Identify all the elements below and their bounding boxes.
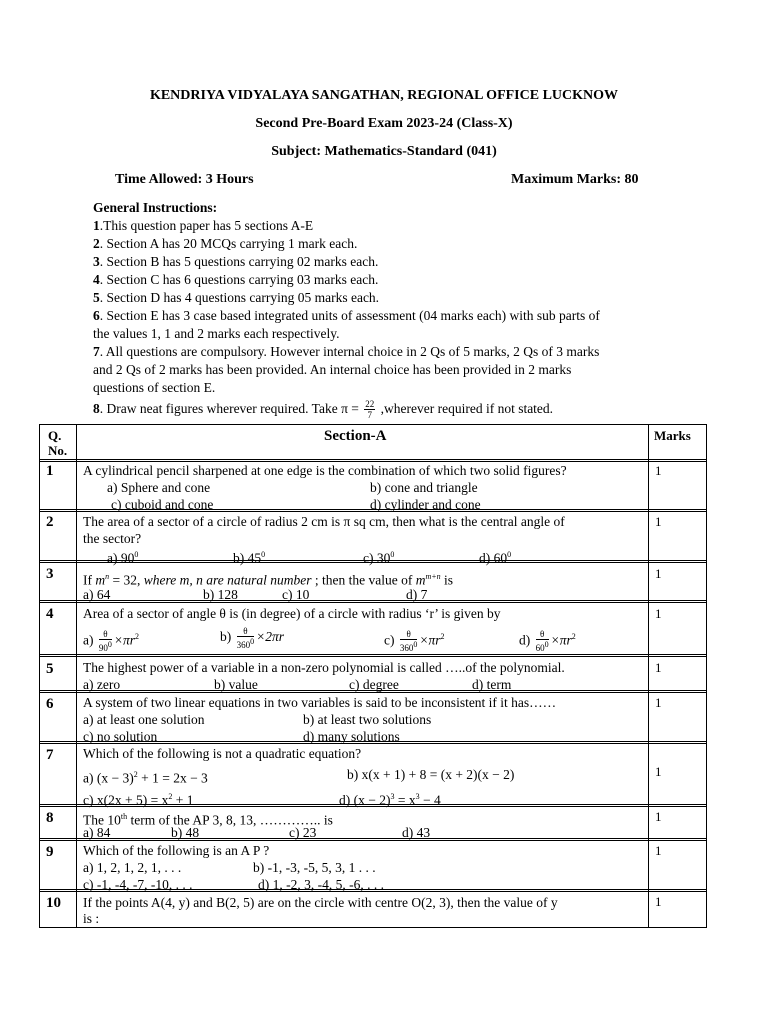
q1-option-c: c) cuboid and cone <box>111 497 214 512</box>
instruction-item: 3. Section B has 5 questions carrying 02 marks each. <box>93 254 379 269</box>
q6-text: A system of two linear equations in two variables is said to be inconsistent if it has…… <box>83 695 557 710</box>
q2-option-c: c) $30^0$ <box>363 550 395 566</box>
q9-option-c: c) -1, -4, -7, -10, . . . <box>83 877 193 892</box>
q6-option-d: d) many solutions <box>303 729 400 744</box>
instruction-item: 1.This question paper has 5 sections A-E <box>93 218 314 233</box>
q7-number: 7 <box>46 747 54 763</box>
q2-option-d: d) $60^0$ <box>479 550 512 566</box>
instructions-title: General Instructions: <box>93 200 218 215</box>
q7-option-c: c) $x(2x + 5) = x^2 + 1$ <box>83 792 194 808</box>
q5-option-b: b) value <box>214 677 258 692</box>
q6-option-c: c) no solution <box>83 729 158 744</box>
instruction-item: 5. Section D has 4 questions carrying 05 marks each. <box>93 290 380 305</box>
q7-marks: 1 <box>655 764 662 779</box>
q3-option-d: d) 7 <box>406 587 428 602</box>
q5-option-c: c) degree <box>349 677 399 692</box>
q1-marks: 1 <box>655 463 662 478</box>
q9-option-b: b) -1, -3, -5, 5, 3, 1 . . . <box>253 860 376 875</box>
exam-title: Second Pre-Board Exam 2023-24 (Class-X) <box>255 116 513 131</box>
q9-option-a: a) 1, 2, 1, 2, 1, . . . <box>83 860 182 875</box>
section-a-title: Section-A <box>324 428 387 444</box>
q9-number: 9 <box>46 844 54 860</box>
instruction-item: 6. Section E has 3 case based integrated units of assessment (04 marks each) with sub parts of <box>93 308 600 323</box>
q4-option-c: c) $\frac{\theta}{360^0}$ $\times\pi r^2$ <box>384 629 445 654</box>
q5-number: 5 <box>46 661 54 677</box>
q2-text-line2: the sector? <box>83 531 142 546</box>
q6-marks: 1 <box>655 695 662 710</box>
q9-marks: 1 <box>655 843 662 858</box>
q3-option-b: b) 128 <box>203 587 238 602</box>
org-title: KENDRIYA VIDYALAYA SANGATHAN, REGIONAL OFFICE LUCKNOW <box>149 88 619 103</box>
q2-option-b: b) $45^0$ <box>233 550 266 566</box>
q1-option-d: d) cylinder and cone <box>370 497 481 512</box>
q6-option-b: b) at least two solutions <box>303 712 432 727</box>
instruction-item: 4. Section C has 6 questions carrying 03 marks each. <box>93 272 379 287</box>
q4-number: 4 <box>46 606 54 622</box>
q9-option-d: d) 1, -2, 3, -4, 5, -6, . . . <box>258 877 384 892</box>
q2-number: 2 <box>46 514 54 530</box>
q6-number: 6 <box>46 696 54 712</box>
q3-number: 3 <box>46 566 54 582</box>
q7-text: Which of the following is not a quadratic equation? <box>83 746 362 761</box>
maximum-marks: Maximum Marks: 80 <box>511 172 639 187</box>
instruction-item: the values 1, 1 and 2 marks each respectively. <box>93 326 340 341</box>
q4-marks: 1 <box>655 606 662 621</box>
q1-option-a: a) Sphere and cone <box>107 480 211 495</box>
instruction-item: 7. All questions are compulsory. However internal choice in 2 Qs of 5 marks, 2 Qs of 3 marks <box>93 344 600 359</box>
q10-marks: 1 <box>655 894 662 909</box>
q2-marks: 1 <box>655 514 662 529</box>
q8-option-d: d) 43 <box>402 825 431 840</box>
q1-text: A cylindrical pencil sharpened at one edge is the combination of which two solid figures? <box>83 463 567 478</box>
q4-text: Area of a sector of angle θ is (in degree) of a circle with radius ‘r’ is given by <box>83 606 501 621</box>
instruction-item-8: 8. Draw neat figures wherever required. Take π = $\frac{22}{7}$ ,wherever required if not stated. <box>93 399 554 421</box>
q10-number: 10 <box>46 895 61 911</box>
instruction-item: questions of section E. <box>93 380 216 395</box>
q3-text: If $m^n = 32$, where m, n are natural number ; then the value of $m^{m+n}$ is <box>83 572 454 588</box>
q8-text: The 10th term of the AP 3, 8, 13, ………….. is <box>83 812 333 828</box>
q5-text: The highest power of a variable in a non-zero polynomial is called …..of the polynomial. <box>83 660 565 675</box>
q1-option-b: b) cone and triangle <box>370 480 478 495</box>
q1-number: 1 <box>46 463 54 479</box>
q4-option-d: d) $\frac{\theta}{60^0}$ $\times\pi r^2$ <box>519 629 576 654</box>
q8-option-c: c) 23 <box>289 825 317 840</box>
q8-option-a: a) 84 <box>83 825 111 840</box>
q3-option-a: a) 64 <box>83 587 111 602</box>
q3-option-c: c) 10 <box>282 587 310 602</box>
q5-marks: 1 <box>655 660 662 675</box>
instruction-item: 2. Section A has 20 MCQs carrying 1 mark each. <box>93 236 358 251</box>
instruction-item: and 2 Qs of 2 marks has been provided. An internal choice has been provided in 2 marks <box>93 362 572 377</box>
q7-option-b: b) x(x + 1) + 8 = (x + 2)(x − 2) <box>347 767 515 782</box>
q7-option-a: a) $(x - 3)^2 + 1 = 2x - 3$ <box>83 770 208 786</box>
q4-option-a: a) $\frac{\theta}{90^0}$ $\times\pi r^2$ <box>83 629 140 654</box>
q10-text-line1: If the points A(4, y) and B(2, 5) are on the circle with centre O(2, 3), then the value of y <box>83 895 558 910</box>
subject-title: Subject: Mathematics-Standard (041) <box>271 144 497 159</box>
q6-option-a: a) at least one solution <box>83 712 205 727</box>
q4-option-b: b) $\frac{\theta}{360^0}$ ×2πr <box>220 625 285 650</box>
q2-option-a: a) $90^0$ <box>107 550 139 566</box>
q5-option-d: d) term <box>472 677 512 692</box>
q5-option-a: a) zero <box>83 677 121 692</box>
q8-marks: 1 <box>655 809 662 824</box>
col-q-header: Q. No. <box>48 428 68 458</box>
col-marks-header: Marks <box>654 428 691 443</box>
time-allowed: Time Allowed: 3 Hours <box>115 172 254 187</box>
q8-number: 8 <box>46 810 54 826</box>
pi-fraction: $\frac{22}{7}$ <box>365 399 375 421</box>
q3-marks: 1 <box>655 566 662 581</box>
q7-option-d: d) $(x - 2)^3 = x^3 - 4$ <box>339 792 441 808</box>
q2-text-line1: The area of a sector of a circle of radius 2 cm is π sq cm, then what is the central angle of <box>83 514 565 529</box>
q10-text-line2: is : <box>83 911 100 926</box>
q8-option-b: b) 48 <box>171 825 200 840</box>
q9-text: Which of the following is an A P ? <box>83 843 270 858</box>
